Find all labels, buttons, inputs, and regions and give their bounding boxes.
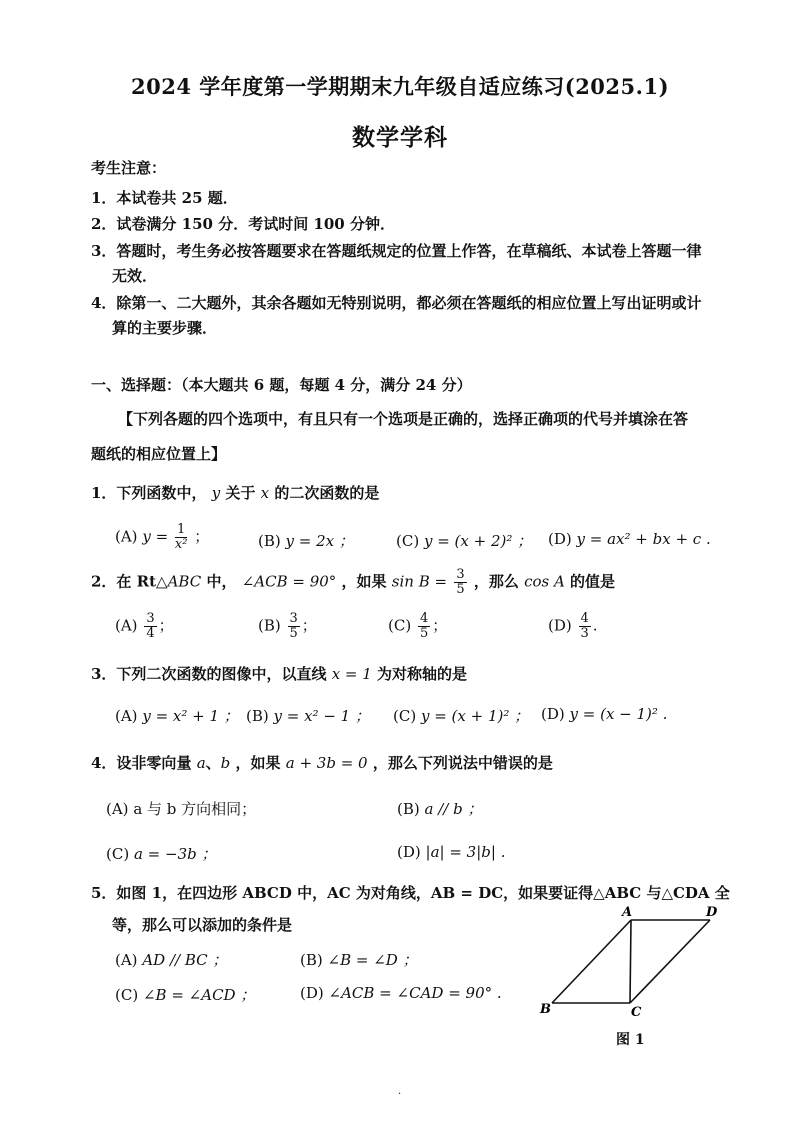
question-3-option-a: [115, 705, 239, 726]
numerator: 3: [289, 611, 298, 626]
option-text: a = −3b ；: [133, 845, 217, 863]
stem-text: 4．设非零向量: [91, 754, 192, 772]
question-1-option-d: [548, 530, 711, 548]
option-text: a // b ；: [424, 800, 483, 818]
math-expr: x = 1: [331, 665, 372, 683]
question-2-option-b: [258, 612, 317, 641]
question-4-option-c: [106, 843, 217, 864]
stem-text: ，如果: [341, 572, 387, 591]
math-expr: y =: [142, 527, 169, 546]
option-label: (C): [388, 616, 412, 635]
fraction: [144, 612, 156, 641]
option-label: (B): [258, 616, 281, 635]
option-label: (D): [541, 705, 565, 723]
notice-item-continued: 算的主要步骤．: [112, 319, 218, 337]
question-1-option-b: [258, 530, 354, 551]
point-label-d: D: [706, 905, 718, 920]
point-label-c: C: [631, 1005, 642, 1020]
section-instruction: 【下列各题的四个选项中，有且只有一个选项是正确的，选择正确项的代号并填涂在答: [118, 410, 689, 428]
question-4-option-d: [397, 843, 505, 861]
figure-1-quadrilateral: [530, 900, 730, 1025]
numerator: 4: [419, 611, 429, 626]
section-instruction-continued: 题纸的相应位置上】: [91, 445, 227, 463]
punct: ；: [158, 616, 174, 635]
math-expr: y = x² − 1 ；: [273, 707, 370, 725]
numerator: 3: [146, 611, 155, 626]
question-3-option-b: [246, 705, 370, 726]
question-1-stem: [91, 482, 379, 503]
question-5-stem: 5．如图 1，在四边形 ABCD 中，AC 为对角线，AB = DC，如果要证得△ABC 与△CDA 全: [91, 884, 730, 902]
math-expr: y = (x + 1)² ；: [420, 707, 530, 725]
question-2-option-d: [548, 612, 598, 641]
question-2-option-a: [115, 612, 174, 641]
notice-item: 3．答题时，考生务必按答题要求在答题纸规定的位置上作答，在草稿纸、本试卷上答题一律: [91, 242, 702, 260]
math-expr: y = 2x ；: [285, 532, 354, 550]
stem-text: 1．下列函数中，: [91, 484, 207, 502]
denominator: 5: [419, 626, 429, 641]
punct: ；: [194, 527, 210, 546]
stem-text: ，那么下列说法中错误的是: [372, 754, 553, 772]
option-label: (B): [258, 532, 281, 550]
option-text: |a| = 3|b| .: [425, 843, 506, 861]
figure-caption: 图 1: [616, 1032, 645, 1048]
math-expr: y = (x + 2)² ；: [423, 532, 533, 550]
notice-item: 1．本试卷共 25 题．: [91, 189, 238, 207]
section-heading: 一、选择题：（本大题共 6 题，每题 4 分，满分 24 分）: [91, 376, 472, 394]
math-expr: y = (x − 1)² .: [569, 705, 668, 723]
stem-text: 中，: [206, 572, 237, 591]
math-var: x: [260, 484, 270, 502]
fraction: [418, 612, 430, 641]
math-expr: ∠ACB = 90°: [241, 572, 337, 591]
question-2-stem: [91, 568, 615, 597]
option-text: ∠ACB = ∠CAD = 90° .: [328, 984, 502, 1002]
denominator: 5: [456, 582, 465, 597]
option-label: (D): [300, 984, 324, 1002]
point-label-b: B: [540, 1002, 551, 1017]
question-1-option-a: [115, 523, 209, 552]
question-2-option-c: [388, 612, 447, 641]
stem-text: 的值是: [570, 572, 616, 591]
option-label: (D): [548, 530, 572, 548]
denominator: x²: [174, 537, 188, 552]
question-5-stem-continued: 等，那么可以添加的条件是: [112, 916, 293, 934]
fraction: [288, 612, 300, 641]
option-label: (C): [396, 532, 420, 550]
question-1-option-c: [396, 530, 532, 551]
question-5-option-b: [300, 949, 418, 970]
option-label: (C): [106, 845, 130, 863]
option-label: (A): [115, 707, 138, 725]
segment-ab: [552, 920, 631, 1003]
option-label: (A): [115, 527, 138, 546]
numerator: 1: [177, 522, 186, 537]
stem-text: 为对称轴的是: [377, 665, 468, 683]
exam-title: 2024 学年度第一学期期末九年级自适应练习(2025.1): [131, 74, 669, 99]
point-label-a: A: [622, 905, 633, 920]
question-4-stem: [91, 752, 553, 773]
exam-subject: 数学学科: [352, 124, 448, 151]
stem-text: 关于: [225, 484, 256, 502]
stem-text: ，那么: [473, 572, 519, 591]
notice-item: 4．除第一、二大题外，其余各题如无特别说明，都必须在答题纸的相应位置上写出证明或计: [91, 294, 702, 312]
math-expr: a + 3b = 0: [285, 754, 368, 772]
question-3-option-d: [541, 705, 667, 723]
fraction: [579, 612, 591, 641]
option-text: AD // BC ；: [142, 951, 228, 969]
punct: ；: [432, 616, 448, 635]
numerator: 4: [580, 611, 589, 626]
option-label: (A): [106, 800, 129, 818]
vector-a: a: [196, 754, 206, 772]
option-label: (D): [397, 843, 421, 861]
stem-text: 2．在 Rt△: [91, 572, 168, 591]
stem-text: 3．下列二次函数的图像中，以直线: [91, 665, 327, 683]
stem-text: 的二次函数的是: [274, 484, 380, 502]
math-expr: y = ax² + bx + c .: [576, 530, 711, 548]
notice-item: 2．试卷满分 150 分．考试时间 100 分钟．: [91, 215, 395, 233]
punct: .: [592, 616, 598, 635]
numerator: 3: [456, 567, 465, 582]
question-5-option-c: [115, 984, 255, 1005]
stem-text: 、: [205, 754, 221, 772]
notice-heading: 考生注意：: [91, 159, 167, 177]
denominator: 4: [146, 626, 155, 641]
notice-item-continued: 无效．: [112, 267, 158, 285]
option-label: (A): [115, 616, 138, 635]
segment-dc: [630, 920, 710, 1003]
vector-b: b: [220, 754, 231, 772]
footer-mark: .: [398, 1086, 402, 1097]
segment-ac: [630, 920, 631, 1003]
option-text: a 与 b 方向相同；: [133, 800, 257, 818]
question-3-option-c: [393, 705, 529, 726]
option-label: (D): [548, 616, 572, 635]
fraction: [175, 523, 188, 552]
question-4-option-b: [397, 798, 482, 819]
option-text: ∠B = ∠ACD ；: [142, 986, 256, 1004]
math-expr: cos A: [524, 572, 565, 591]
denominator: 5: [289, 626, 298, 641]
math-var: ABC: [167, 572, 202, 591]
stem-text: ，如果: [235, 754, 281, 772]
punct: ；: [301, 616, 317, 635]
denominator: 3: [580, 626, 589, 641]
math-expr: y = x² + 1 ；: [142, 707, 239, 725]
question-4-option-a: [106, 798, 256, 819]
option-label: (C): [393, 707, 417, 725]
question-3-stem: [91, 663, 467, 684]
option-label: (B): [246, 707, 269, 725]
option-label: (C): [115, 986, 139, 1004]
option-label: (B): [300, 951, 323, 969]
option-label: (B): [397, 800, 420, 818]
math-var: y: [211, 484, 221, 502]
question-5-option-a: [115, 949, 227, 970]
option-text: ∠B = ∠D ；: [327, 951, 418, 969]
option-label: (A): [115, 951, 138, 969]
fraction: [454, 568, 466, 597]
question-5-option-d: [300, 984, 502, 1002]
math-expr: sin B =: [391, 572, 448, 591]
